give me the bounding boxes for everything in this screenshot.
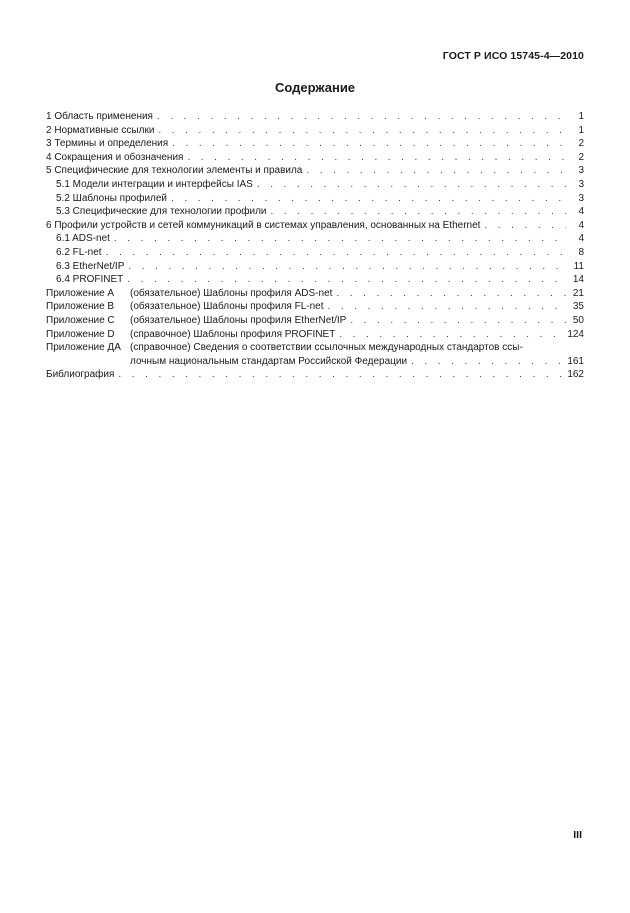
toc-entry-text: 6.2 FL-net [56, 246, 102, 258]
bibliography-text: Библиография [46, 369, 115, 381]
toc-entry-text: 6 Профили устройств и сетей коммуникаций в системах управления, основанных на Ethernet [46, 219, 481, 231]
toc-entry-1[interactable] [46, 110, 584, 124]
dot-leader [158, 124, 566, 138]
toc-entry-page: 2 [578, 151, 584, 163]
dot-leader [257, 178, 566, 192]
toc-appendix-b[interactable] [46, 300, 584, 314]
toc-entry-page: 2 [578, 138, 584, 150]
dot-leader [350, 314, 566, 328]
dot-leader [187, 151, 566, 165]
toc-entry-6[interactable] [46, 219, 584, 233]
toc-entry-text: 5.2 Шаблоны профилей [56, 192, 168, 204]
toc-appendix-c[interactable] [46, 314, 584, 328]
dot-leader [271, 205, 567, 219]
toc-entry-page: 3 [578, 178, 584, 190]
appendix-label: Приложение C [46, 314, 115, 326]
toc-entry-text: 6.4 PROFINET [56, 274, 124, 286]
appendix-label: Приложение A [46, 287, 115, 299]
toc-entry-page: 4 [578, 233, 584, 245]
dot-leader [172, 137, 566, 151]
toc-entry-text: 5 Специфические для технологии элементы и правила [46, 165, 303, 177]
toc-entry-page: 1 [578, 124, 584, 136]
toc-entry-page: 3 [578, 192, 584, 204]
document-code: ГОСТ Р ИСО 15745-4—2010 [442, 50, 584, 62]
toc-appendix-da[interactable] [46, 341, 584, 368]
toc-bibliography[interactable] [46, 368, 584, 382]
dot-leader [328, 300, 566, 314]
dot-leader [157, 110, 566, 124]
toc-entry-text: 1 Область применения [46, 111, 153, 122]
toc-entry-text: 3 Термины и определения [46, 138, 169, 150]
toc-entry-5-1[interactable] [46, 178, 584, 192]
appendix-title-continued: лочным национальным стандартам Российской Федерации [130, 355, 408, 367]
toc-entry-4[interactable] [46, 151, 584, 165]
appendix-label: Приложение D [46, 328, 115, 340]
toc-entry-5-2[interactable] [46, 192, 584, 206]
toc-entry-text: 5.1 Модели интеграции и интерфейсы IAS [56, 178, 253, 190]
appendix-page: 21 [572, 287, 584, 299]
toc-entry-6-3[interactable] [46, 260, 584, 274]
toc-entry-text: 5.3 Специфические для технологии профили [56, 206, 267, 218]
toc-appendix-a[interactable] [46, 287, 584, 301]
dot-leader [128, 260, 566, 274]
toc-entry-page: 4 [578, 206, 584, 218]
toc-entry-3[interactable] [46, 137, 584, 151]
dot-leader [118, 368, 563, 382]
appendix-title: (обязательное) Шаблоны профиля FL-net [130, 301, 324, 313]
toc-entry-page: 11 [573, 260, 584, 272]
appendix-title: (справочное) Сведения о соответствии ссылочных международных стандартов ссы- [130, 342, 523, 354]
dot-leader [336, 287, 566, 301]
dot-leader [127, 273, 566, 287]
dot-leader [339, 328, 563, 342]
page-number: III [573, 829, 582, 841]
toc-entry-page: 14 [572, 274, 584, 286]
toc-entry-text: 4 Сокращения и обозначения [46, 151, 184, 163]
bibliography-page: 162 [567, 369, 584, 381]
toc-entry-page: 8 [578, 246, 584, 258]
toc-entry-2[interactable] [46, 124, 584, 138]
toc-entry-6-4[interactable] [46, 273, 584, 287]
toc-appendix-d[interactable] [46, 328, 584, 342]
toc-entry-5[interactable] [46, 164, 584, 178]
appendix-label: Приложение B [46, 301, 115, 313]
appendix-page: 161 [567, 355, 584, 367]
toc-entry-6-2[interactable] [46, 246, 584, 260]
dot-leader [484, 219, 566, 233]
appendix-page: 35 [572, 301, 584, 313]
toc-title: Содержание [274, 80, 356, 95]
toc-entry-text: 6.1 ADS-net [56, 233, 110, 245]
dot-leader [306, 164, 566, 178]
toc-entry-page: 4 [578, 219, 584, 231]
toc-entry-5-3[interactable] [46, 205, 584, 219]
dot-leader [114, 232, 566, 246]
toc-entry-6-1[interactable] [46, 232, 584, 246]
dot-leader [411, 355, 563, 369]
table-of-contents [46, 110, 584, 382]
appendix-page: 50 [572, 314, 584, 326]
dot-leader [106, 246, 566, 260]
toc-entry-text: 2 Нормативные ссылки [46, 124, 155, 136]
appendix-label: Приложение ДА [46, 342, 121, 354]
appendix-page: 124 [567, 328, 584, 340]
dot-leader [171, 192, 566, 206]
appendix-title: (обязательное) Шаблоны профиля ADS-net [130, 287, 333, 299]
toc-entry-text: 6.3 EtherNet/IP [56, 260, 125, 272]
appendix-title: (справочное) Шаблоны профиля PROFINET [130, 328, 336, 340]
toc-entry-page: 1 [578, 111, 584, 122]
appendix-title: (обязательное) Шаблоны профиля EtherNet/IP [130, 314, 347, 326]
toc-entry-page: 3 [578, 165, 584, 177]
